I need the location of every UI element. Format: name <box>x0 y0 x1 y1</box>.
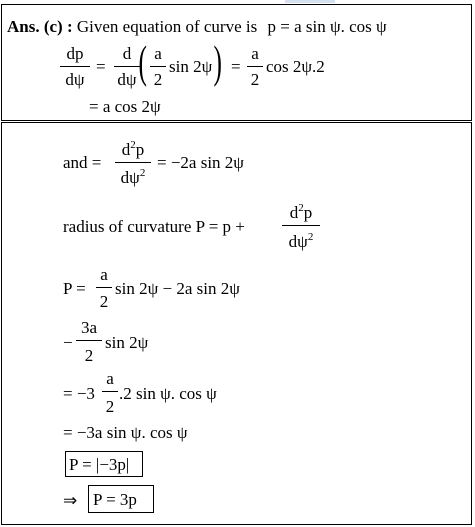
fraction-bar <box>102 391 118 392</box>
curve-equation: p = a sin ψ. cos ψ <box>267 17 387 36</box>
two-denominator: 2 <box>99 292 109 311</box>
two-denominator: 2 <box>105 397 115 416</box>
d2p-numerator: $d^2p$ <box>289 202 313 222</box>
a-numerator: a <box>100 265 108 284</box>
fraction-bar <box>282 225 320 226</box>
step7-result: = −3a sin ψ. cos ψ <box>63 423 188 442</box>
fraction-bar <box>76 340 102 341</box>
three-a-numerator: 3a <box>80 318 98 337</box>
dp-numerator: dp <box>66 44 84 63</box>
step6-rhs: .2 sin ψ. cos ψ <box>119 384 217 403</box>
dpsi-denominator: dψ <box>65 70 85 89</box>
absolute-value-result: P = |−3p| <box>69 455 130 474</box>
right-paren: ) <box>213 36 222 87</box>
two-denominator: 2 <box>84 346 94 365</box>
a-numerator: a <box>106 369 114 388</box>
fraction-bar <box>114 66 140 67</box>
p-equals: P = <box>63 279 86 298</box>
equals-sign: = <box>96 57 106 76</box>
two-denominator: 2 <box>250 70 260 89</box>
dpsi2-denominator: $d\psi^2$ <box>120 167 146 187</box>
d-numerator: d <box>122 44 132 63</box>
two-denominator: 2 <box>153 70 163 89</box>
sin-term: sin 2ψ <box>169 57 213 76</box>
fraction-bar <box>60 66 90 67</box>
step6-lhs: = −3 <box>63 384 95 403</box>
solution-body-box <box>1 122 472 525</box>
radius-of-curvature-text: radius of curvature P = p + <box>63 217 245 236</box>
second-derivative-result: = −2a sin 2ψ <box>157 153 244 172</box>
final-answer: P = 3p <box>93 490 137 509</box>
a-numerator: a <box>154 44 162 63</box>
dpsi-denominator: dψ <box>117 70 137 89</box>
step4-rhs: sin 2ψ − 2a sin 2ψ <box>115 279 240 298</box>
a-numerator: a <box>251 44 259 63</box>
answer-label: Ans. (c) : <box>7 17 73 36</box>
header-tab-strip <box>285 0 335 3</box>
and-text: and = <box>63 153 102 172</box>
boxed-result <box>65 451 143 477</box>
fraction-bar <box>150 66 166 67</box>
d2p-numerator: $d^2p$ <box>121 139 145 159</box>
step5-rhs: sin 2ψ <box>105 333 149 352</box>
left-paren: ( <box>138 36 147 87</box>
cos-term: cos 2ψ.2 <box>266 57 325 76</box>
fraction-bar <box>96 287 112 288</box>
implies-arrow: ⇒ <box>63 491 78 510</box>
step1-result: = a cos 2ψ <box>89 97 161 116</box>
intro-text: Given equation of curve is <box>76 17 258 36</box>
minus-sign: − <box>63 333 73 352</box>
equals-sign: = <box>231 57 241 76</box>
fraction-bar <box>247 66 263 67</box>
solution-header-box <box>1 4 472 121</box>
final-answer-box <box>88 485 154 513</box>
fraction-bar <box>115 162 151 163</box>
answer-line <box>7 18 387 35</box>
dpsi2-denominator: $d\psi^2$ <box>288 231 314 251</box>
